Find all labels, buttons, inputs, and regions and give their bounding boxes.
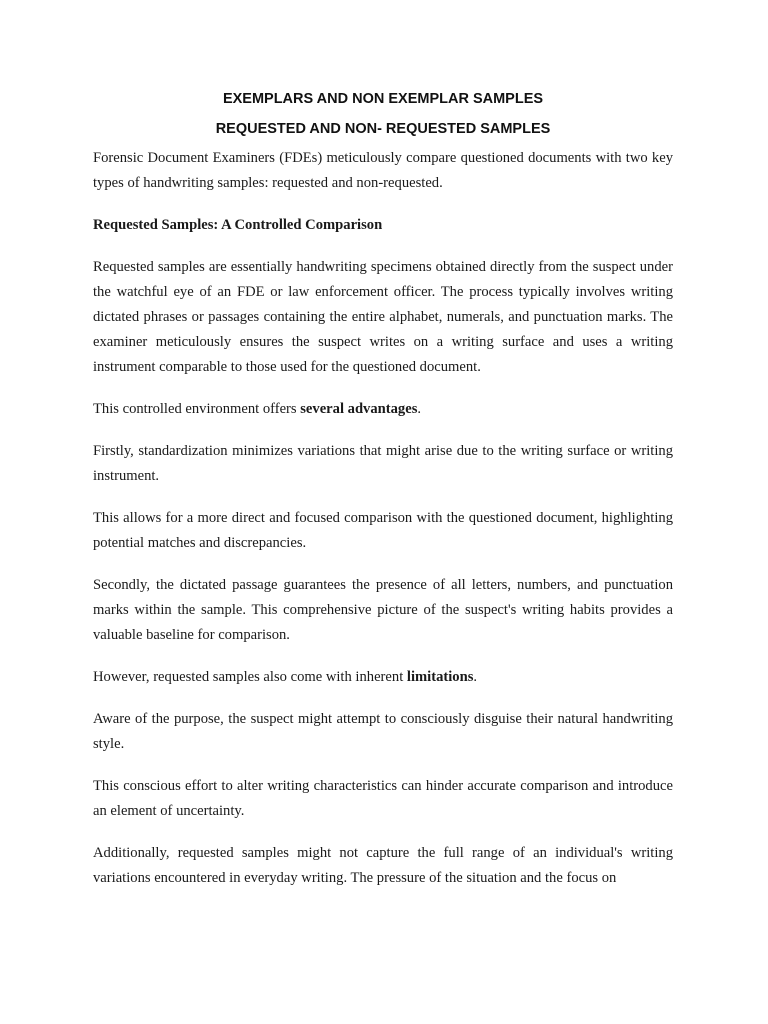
document-title: EXEMPLARS AND NON EXEMPLAR SAMPLES [222,91,544,107]
document-page [93,88,673,908]
advantages-period: . [417,401,422,417]
intro-paragraph: Forensic Document Examiners (FDEs) meticulously compare questioned documents with two key types of handwriting samples: requested and non-requested. [93,150,673,191]
limitations-period: . [473,669,478,685]
advantages-paragraph [93,397,673,422]
requested-samples-paragraph: Requested samples are essentially handwriting specimens obtained directly from the suspect under the watchful eye of an FDE or law enforcement officer. The process typically involves writing dictated phrases or passages containing the entire alphabet, numerals, and punctuation marks. The examiner meticulously ensures the suspect writes on a writing surface and uses a writing instrument comparable to those used for the questioned document. [93,259,673,375]
additionally-paragraph: Additionally, requested samples might not capture the full range of an individual's writing variations encountered in everyday writing. The pressure of the situation and the focus on [93,845,673,886]
advantages-text: This controlled environment offers [93,401,301,417]
limitations-paragraph [93,665,673,690]
conscious-effort-paragraph: This conscious effort to alter writing characteristics can hinder accurate comparison and introduce an element of uncertainty. [93,778,673,819]
section-heading: Requested Samples: A Controlled Comparison [93,217,383,233]
document-subtitle: REQUESTED AND NON- REQUESTED SAMPLES [215,121,551,137]
firstly-paragraph: Firstly, standardization minimizes variations that might arise due to the writing surface or writing instrument. [93,443,673,484]
aware-paragraph: Aware of the purpose, the suspect might attempt to consciously disguise their natural handwriting style. [93,711,673,752]
limitations-emphasis: limitations [406,669,474,685]
allows-paragraph: This allows for a more direct and focused comparison with the questioned document, highlighting potential matches and discrepancies. [93,510,673,551]
advantages-emphasis: several advantages [300,401,418,417]
limitations-text: However, requested samples also come with inherent [93,669,407,685]
secondly-paragraph: Secondly, the dictated passage guarantees the presence of all letters, numbers, and punctuation marks within the sample. This comprehensive picture of the suspect's writing habits provides a valuable baseline for comparison. [93,577,673,643]
